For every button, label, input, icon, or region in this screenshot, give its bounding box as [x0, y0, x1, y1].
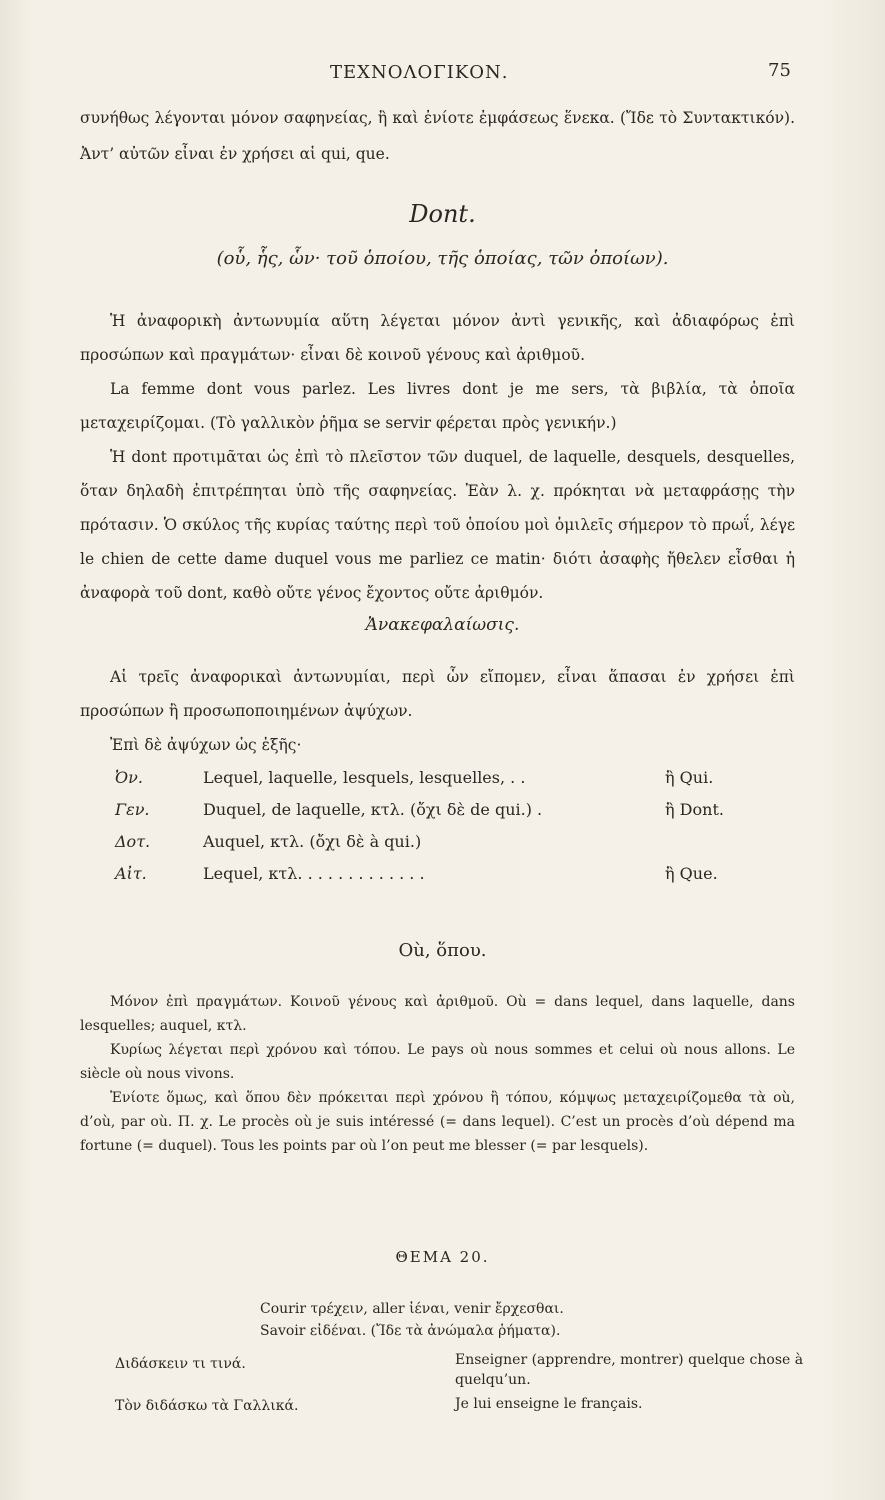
ou-paragraph: Κυρίως λέγεται περὶ χρόνου καὶ τόπου. Le pays où nous sommes et celui où nous allons. Le siècle où nous vivons.: [80, 1042, 795, 1082]
case-forms: Duquel, de laquelle, κτλ. (ὄχι δὲ de qui.) .: [203, 800, 543, 819]
vocabulary-line: Courir τρέχειν, aller ἰέναι, venir ἔρχεσθαι.: [260, 1301, 564, 1317]
example-greek: Διδάσκειν τι τινά.: [115, 1356, 246, 1372]
case-table: [115, 768, 795, 896]
dont-section-body: [80, 304, 795, 610]
dont-section-title: Dont.: [409, 200, 476, 228]
case-row: [115, 768, 795, 800]
case-equivalent: ἢ Dont.: [665, 800, 724, 819]
ou-section-body: [80, 990, 795, 1158]
dont-paragraph: Ἡ ἀναφορικὴ ἀντωνυμία αὕτη λέγεται μόνον ἀντὶ γενικῆς, καὶ ἀδιαφόρως ἐπὶ προσώπων καὶ πραγμάτων· εἶναι δὲ κοινοῦ γένους καὶ ἀριθμοῦ.: [80, 312, 795, 364]
case-equivalent: ἢ Que.: [665, 864, 718, 883]
recap-section-body: [80, 660, 795, 762]
ou-paragraph: Μόνον ἐπὶ πραγμάτων. Κοινοῦ γένους καὶ ἀριθμοῦ. Où = dans lequel, dans laquelle, dans lesquelles; auquel, κτλ.: [80, 994, 795, 1034]
case-forms: Lequel, laquelle, lesquels, lesquelles, . .: [203, 768, 526, 787]
ou-paragraph: Ἐνίοτε ὅμως, καὶ ὅπου δὲν πρόκειται περὶ χρόνου ἢ τόπου, κόμψως μεταχειρίζομεθα τὰ où, d’où, par où. Π. χ. Le procès où je suis intéressé (= dans lequel). C’est un procès d’où dépend ma fortune (= duquel). Tous les points par où l’on peut me blesser (= par lesquels).: [80, 1090, 795, 1154]
case-row: [115, 832, 795, 864]
case-row: [115, 864, 795, 896]
intro-paragraph: συνήθως λέγονται μόνον σαφηνείας, ἢ καὶ ἐνίοτε ἐμφάσεως ἕνεκα. (Ἴδε τὸ Συντακτικόν). Ἀντ’ αὐτῶν εἶναι ἐν χρήσει αἱ qui, que.: [80, 109, 795, 163]
case-label: Δοτ.: [115, 832, 151, 851]
intro-paragraph-block: [80, 100, 795, 172]
case-forms: Lequel, κτλ. . . . . . . . . . . . .: [203, 864, 425, 883]
recap-section-title: Ἀνακεφαλαίωσις.: [365, 615, 520, 635]
recap-paragraph: Αἱ τρεῖς ἀναφορικαὶ ἀντωνυμίαι, περὶ ὧν εἴπομεν, εἶναι ἅπασαι ἐν χρήσει ἐπὶ προσώπων ἢ προσωποποιημένων ἀψύχων.: [80, 668, 795, 720]
running-header: [0, 62, 885, 92]
case-label: Αἰτ.: [115, 864, 147, 883]
case-label: Ὀν.: [115, 768, 143, 787]
running-title: ΤΕΧΝΟΛΟΓΙΚΟΝ.: [330, 62, 509, 83]
recap-paragraph: Ἐπὶ δὲ ἀψύχων ὡς ἑξῆς·: [110, 736, 302, 754]
dont-section-subtitle: (οὗ, ἧς, ὧν· τοῦ ὁποίου, τῆς ὁποίας, τῶν ὁποίων).: [216, 248, 669, 269]
exercise-title: ΘΕΜΑ 20.: [395, 1248, 490, 1266]
vocabulary-line: Savoir εἰδέναι. (Ἴδε τὰ ἀνώμαλα ῥήματα).: [260, 1323, 561, 1339]
case-equivalent: ἢ Qui.: [665, 768, 714, 787]
dont-paragraph: Ἡ dont προτιμᾶται ὡς ἐπὶ τὸ πλεῖστον τῶν duquel, de laquelle, desquels, desquelles, ὅταν δηλαδὴ ἐπιτρέπηται ὑπὸ τῆς σαφηνείας. Ἐὰν λ. χ. πρόκηται νὰ μεταφράσῃς τὴν πρότασιν. Ὁ σκύλος τῆς κυρίας ταύτης περὶ τοῦ ὁποίου μοὶ ὁμιλεῖς σήμερον τὸ πρωΐ, λέγε le chien de cette dame duquel vous me parliez ce matin· διότι ἀσαφὴς ἤθελεν εἶσθαι ἡ ἀναφορὰ τοῦ dont, καθὸ οὔτε γένος ἔχοντος οὔτε ἀριθμόν.: [80, 448, 795, 602]
page-number: 75: [768, 60, 791, 81]
case-row: [115, 800, 795, 832]
ou-section-title: Où, ὅπου.: [398, 940, 487, 961]
dont-paragraph: La femme dont vous parlez. Les livres dont je me sers, τὰ βιβλία, τὰ ὁποῖα μεταχειρίζομαι. (Τὸ γαλλικὸν ῥῆμα se servir φέρεται πρὸς γενικήν.): [80, 380, 795, 432]
case-label: Γεν.: [115, 800, 150, 819]
vocabulary-block: [260, 1298, 564, 1342]
case-forms: Auquel, κτλ. (ὄχι δὲ à qui.): [203, 832, 422, 851]
example-greek: Τὸν διδάσκω τὰ Γαλλικά.: [115, 1398, 299, 1414]
example-french: Je lui enseigne le français.: [455, 1396, 643, 1412]
example-french: Enseigner (apprendre, montrer) quelque chose à quelqu’un.: [455, 1352, 804, 1388]
